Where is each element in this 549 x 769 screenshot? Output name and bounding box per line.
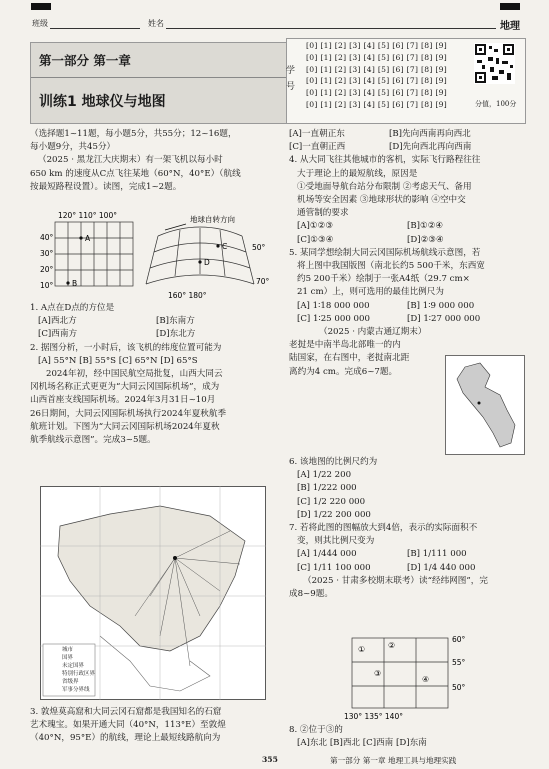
legend-item: 省级界 xyxy=(62,679,79,685)
passage-line: 离约为4 cm。完成6~7题。 xyxy=(289,366,398,377)
q5-row2 xyxy=(289,313,529,326)
legend-item: 未定国界 xyxy=(62,663,85,669)
q5-option-c[interactable]: [C] 1∶25 000 000 xyxy=(297,313,370,324)
lat55-label: 55° xyxy=(452,658,466,667)
left-column xyxy=(30,128,285,194)
q7-line: 变，则其比例尺变为 xyxy=(297,536,375,547)
q3-line: 艺术瑰宝。如果开通大同（40°N，113°E）至敦煌 xyxy=(30,720,226,731)
intro-line: 每小题9分，共45分） xyxy=(30,142,116,153)
grid-row[interactable]: [0] [1] [2] [3] [4] [5] [6] [7] [8] [9] xyxy=(306,52,447,62)
bottom-lon-label: 160° 180° xyxy=(168,291,207,300)
grid-row[interactable]: [0] [1] [2] [3] [4] [5] [6] [7] [8] [9] xyxy=(306,88,447,98)
latlon-figure xyxy=(30,208,270,300)
name-line xyxy=(166,28,496,29)
rotation-label: 地球自转方向 xyxy=(190,215,235,224)
question-2: 2. 据图分析，一小时后，该飞机的纬度位置可能为 xyxy=(30,342,222,353)
q3-option-c[interactable]: [C]一直朝正西 xyxy=(289,142,346,153)
point-c-label: C xyxy=(222,242,228,251)
passage-line: 650 km 的速度从C点飞往某地（60°N，40°E）（航线 xyxy=(30,168,241,179)
passage-line: 陆国家，在右图中，老挝南北距 xyxy=(289,353,410,364)
question-4: 4. 从大同飞往其他城市的客机，实际飞行路程往往 xyxy=(289,155,481,166)
q4-line: 机场等安全因素 ③地球形状的影响 ④空中交 xyxy=(297,195,466,206)
circle-3-label: ③ xyxy=(374,669,382,678)
q4-option-b[interactable]: [B]①②④ xyxy=(407,221,444,232)
q3-line: 3. 敦煌莫高窟和大同云冈石窟都是我国知名的石窟 xyxy=(30,707,222,717)
q4-line: ①受地面导航台站分布限制 ②考虑天气、备用 xyxy=(297,181,472,192)
grid-row[interactable]: [0] [1] [2] [3] [4] [5] [6] [7] [8] [9] xyxy=(306,99,447,109)
legend-item: 城市 xyxy=(62,647,74,653)
passage-line: 航季航线示意图”。完成3~5题。 xyxy=(30,435,156,446)
q3-line: （40°N，95°E）的航线，理论上最短线路航向为 xyxy=(30,733,221,744)
lon-labels: 130° 135° 140° xyxy=(344,712,403,721)
q8-options[interactable]: [A]东北 [B]西北 [C]西南 [D]东南 xyxy=(297,738,427,749)
q4-row2 xyxy=(289,234,529,247)
right-column xyxy=(289,128,529,379)
score-label: 分值，100分 xyxy=(475,100,517,108)
point-b-label: B xyxy=(72,279,78,288)
rotation-arrow xyxy=(165,224,186,230)
grid-row[interactable]: [0] [1] [2] [3] [4] [5] [6] [7] [8] [9] xyxy=(306,64,447,74)
legend-items xyxy=(46,646,95,694)
circle-2-label: ② xyxy=(388,641,396,650)
point-d-dot xyxy=(198,260,201,263)
grid-row[interactable]: [0] [1] [2] [3] [4] [5] [6] [7] [8] [9] xyxy=(306,41,447,50)
q6-option-c[interactable]: [C] 1/2 220 000 xyxy=(297,496,366,507)
questions-6-7 xyxy=(289,456,529,601)
q6-option-b[interactable]: [B] 1/222 000 xyxy=(297,483,357,494)
circle-1-label: ① xyxy=(358,645,366,654)
q3-row2 xyxy=(289,141,529,154)
lat50-label: 50° xyxy=(452,683,466,692)
legend-item: 特别行政区界 xyxy=(62,671,96,677)
lat60-label: 60° xyxy=(452,635,466,644)
q4-option-a[interactable]: [A]①②③ xyxy=(297,221,334,232)
question-7: 7. 若将此图的图幅放大到4倍，表示的实际面积不 xyxy=(289,523,478,534)
graticule-lines xyxy=(352,638,448,708)
marker-left xyxy=(31,3,51,10)
q5-option-d[interactable]: [D] 1∶27 000 000 xyxy=(407,313,481,324)
q3-option-a[interactable]: [A]一直朝正东 xyxy=(289,129,345,139)
qr-code xyxy=(474,43,515,84)
q3-option-b[interactable]: [B]先向西南再向西北 xyxy=(389,129,471,139)
lat20-label: 20° xyxy=(40,265,54,274)
circle-4-label: ④ xyxy=(422,675,430,684)
laos-map xyxy=(445,355,525,455)
lesson-title: 训练1 地球仪与地图 xyxy=(39,94,166,110)
passage-line: 26日期间，大同云冈国际机场执行2024年夏秋航季 xyxy=(30,408,227,419)
q4-option-c[interactable]: [C]①③④ xyxy=(297,234,334,245)
passage-line: 山西首座支线国际机场。2024年3月31日~10月 xyxy=(30,395,216,406)
passage-line: 老挝是中南半岛北部唯一的内 xyxy=(289,340,401,351)
source-line: （2025 · 内蒙古通辽期末） xyxy=(319,327,427,338)
q3-row1 xyxy=(289,128,529,141)
answer-grid xyxy=(306,40,447,111)
q5-line: 21 cm）上，则可选用的最佳比例尺为 xyxy=(297,287,444,298)
point-c-dot xyxy=(216,244,219,247)
class-label: 班级 xyxy=(32,19,48,28)
question-5: 5. 某同学想绘制大同云冈国际机场航线示意图，若 xyxy=(289,247,481,258)
question-3 xyxy=(30,706,285,746)
rect-grid xyxy=(55,222,133,286)
questions-1-2 xyxy=(30,302,285,447)
q7-option-b[interactable]: [B] 1/111 000 xyxy=(407,549,467,560)
q7-option-d[interactable]: [D] 1/4 440 000 xyxy=(407,562,476,573)
question-1: 1. A点在D点的方位是 xyxy=(30,303,115,313)
q3-option-d[interactable]: [D]先向西北再向西南 xyxy=(389,142,472,153)
passage-line: 按最短路程设置）。读图，完成1~2题。 xyxy=(30,181,182,192)
q4-option-d[interactable]: [D]②③④ xyxy=(407,234,444,245)
q6-option-a[interactable]: [A] 1/22 200 xyxy=(297,470,352,481)
q5-line: 将上图中我国版图（南北长约5 500千米，东西宽 xyxy=(297,261,485,272)
lat30-label: 30° xyxy=(40,249,54,258)
name-label: 姓名 xyxy=(148,19,164,28)
q2-options[interactable]: [A] 55°N [B] 55°S [C] 65°N [D] 65°S xyxy=(38,355,198,366)
source-line: （2025 · 甘肃多校期末联考）读“经纬网图”，完 xyxy=(303,575,488,586)
q1-row2 xyxy=(30,328,285,341)
q7-row2 xyxy=(289,562,529,575)
title-box xyxy=(30,42,287,124)
question-6: 6. 该地图的比例尺约为 xyxy=(289,457,378,467)
passage-line: 冈机场名称正式更更为“大同云冈国际机场”，成为 xyxy=(30,382,220,393)
legend-item: 国界 xyxy=(62,655,74,661)
question-8 xyxy=(289,724,529,750)
r50-label: 50° xyxy=(252,243,266,252)
page-number: 355 xyxy=(262,755,278,764)
passage-line: 2024年初，经中国民航空局批复，山西大同云 xyxy=(46,369,223,380)
lat10-label: 10° xyxy=(40,281,54,290)
q7-option-a[interactable]: [A] 1/444 000 xyxy=(297,549,357,560)
capital-dot xyxy=(478,402,481,405)
q1-row1 xyxy=(30,315,285,328)
intro-line: （选择题1~11题，每小题5分，共55分；12~16题， xyxy=(30,129,237,139)
q4-row1 xyxy=(289,220,529,233)
q6-option-d[interactable]: [D] 1/22 200 000 xyxy=(297,509,371,520)
class-line xyxy=(50,28,140,29)
curved-grid xyxy=(146,227,254,284)
point-a-label: A xyxy=(85,234,91,243)
point-a-dot xyxy=(79,236,82,239)
r70-label: 70° xyxy=(256,277,270,286)
fig-lon-label: 120° 110° 100° xyxy=(58,211,117,220)
q4-line: 通管制的要求 xyxy=(297,208,349,219)
point-d-label: D xyxy=(204,258,210,267)
q1-option-c[interactable]: [C]西南方 xyxy=(38,329,78,340)
q5-row1 xyxy=(289,300,529,313)
q7-option-c[interactable]: [C] 1/11 100 000 xyxy=(297,562,371,573)
lat40-label: 40° xyxy=(40,233,54,242)
q5-option-a[interactable]: [A] 1∶18 000 000 xyxy=(297,300,370,311)
graticule-figure xyxy=(340,632,480,722)
point-b-dot xyxy=(66,281,69,284)
question-8-stem: 8. ②位于③的 xyxy=(289,725,343,735)
passage-line: 航班计划。下图为“大同云冈国际机场2024年夏秋 xyxy=(30,421,220,432)
q1-option-d[interactable]: [D]东北方 xyxy=(156,329,196,340)
subject-label: 地理 xyxy=(500,21,520,32)
q1-option-a[interactable]: [A]西北方 xyxy=(38,316,77,327)
q5-option-b[interactable]: [B] 1∶9 000 000 xyxy=(407,300,475,311)
passage-line: （2025 · 黑龙江大庆期末）有一架飞机以每小时 xyxy=(38,155,223,166)
q4-line: 大于理论上的最短航线，原因是 xyxy=(297,168,418,179)
student-no-label: 学号 xyxy=(286,66,296,92)
passage-line: 成8~9题。 xyxy=(289,589,333,600)
q1-option-b[interactable]: [B]东南方 xyxy=(156,316,195,327)
q5-line: 约5 200千米）绘制于一张A4纸（29.7 cm× xyxy=(297,274,470,285)
datong-dot xyxy=(173,556,177,560)
marker-right xyxy=(500,3,520,10)
part-title: 第一部分 第一章 xyxy=(39,53,131,68)
q7-row1 xyxy=(289,548,529,561)
title-divider xyxy=(31,77,286,78)
legend-item: 军事分界线 xyxy=(62,687,90,693)
grid-row[interactable]: [0] [1] [2] [3] [4] [5] [6] [7] [8] [9] xyxy=(306,76,447,86)
footer-text: 第一部分 第一章 地理工具与地理实践 xyxy=(330,756,457,765)
